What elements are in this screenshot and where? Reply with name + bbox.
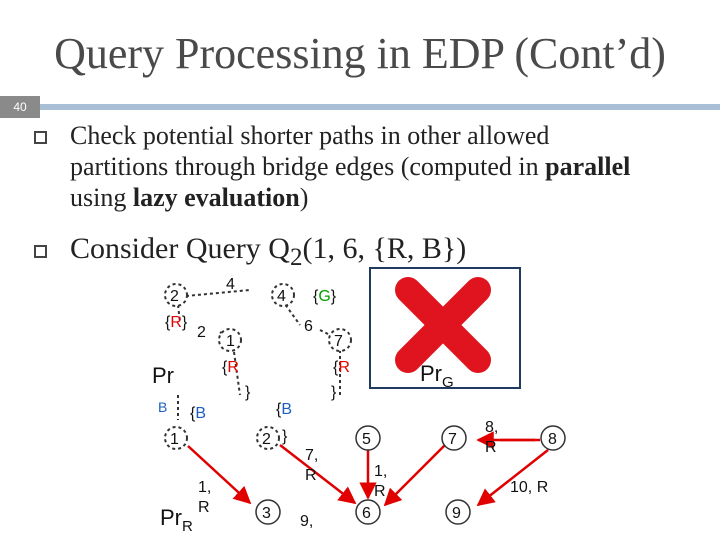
weight-8r-b: R	[485, 439, 497, 456]
node-circles	[165, 284, 351, 449]
node-2b: 2	[262, 431, 271, 448]
edge-label-b2-close: }	[282, 428, 288, 445]
node-3: 3	[262, 505, 271, 522]
query-suffix: (1, 6, {R, B})	[302, 232, 467, 265]
weight-4a: 4	[226, 276, 235, 293]
query-prefix: Consider Query Q	[70, 232, 290, 265]
weight-1r-a: 1,	[198, 479, 212, 496]
bullet-1-part3: )	[299, 183, 309, 212]
bullet-1-bold-lazy: lazy evaluation	[132, 183, 300, 212]
edges-upper	[178, 290, 340, 420]
weight-9: 9,	[300, 513, 314, 530]
partition-pr-g-label: $Pr_G$	[420, 361, 454, 391]
slide-number: 40	[0, 96, 40, 118]
slide-title: Query Processing in EDP (Cont’d)	[54, 29, 666, 78]
edge-6: 6	[304, 318, 313, 335]
weight-7r-b: R	[305, 467, 317, 484]
query-subscript: 2	[289, 244, 303, 271]
edge-label-b2: {B	[276, 401, 293, 418]
edge-label-b-letter: B	[158, 399, 168, 415]
weight-7r-a: 7,	[305, 447, 319, 464]
edge-label-r2-close: }	[331, 384, 337, 401]
bullet-1-bold-parallel: parallel	[545, 152, 631, 181]
node-2-inner: 2	[197, 324, 206, 341]
edge-label-b1: {B	[190, 405, 207, 422]
edge-label-r1: {R	[222, 359, 239, 376]
weight-10r: 10, R	[510, 479, 549, 496]
node-1b: 1	[170, 431, 179, 448]
weight-1r2-a: 1,	[374, 463, 388, 480]
bullet-1-part2: using	[70, 183, 133, 212]
edge-label-g: {G}	[313, 288, 337, 305]
edge-label-r2: {R	[333, 359, 350, 376]
partition-pr-r2-label: $Pr_R$	[160, 505, 193, 535]
node-2a: 2	[170, 288, 179, 305]
node-1a: 1	[226, 333, 235, 350]
node-7a: 7	[334, 333, 343, 350]
node-5: 5	[362, 431, 371, 448]
node-7b: 7	[448, 431, 457, 448]
edge-label-r1-close: }	[245, 384, 251, 401]
partition-pr-r-label: Pr	[152, 363, 174, 388]
node-9: 9	[452, 505, 461, 522]
edge-label-r-open: {R}	[165, 314, 188, 331]
weight-4b-node: 4	[277, 288, 286, 305]
node-8: 8	[548, 431, 557, 448]
red-x-icon	[408, 290, 478, 360]
node-6: 6	[362, 505, 371, 522]
bullet-1-part1: Check potential shorter paths in other allowed partitions through bridge edges (computed in	[70, 121, 550, 181]
weight-8r-a: 8,	[485, 419, 499, 436]
weight-1r2-b: R	[374, 483, 386, 500]
weight-1r-b: R	[198, 499, 210, 516]
